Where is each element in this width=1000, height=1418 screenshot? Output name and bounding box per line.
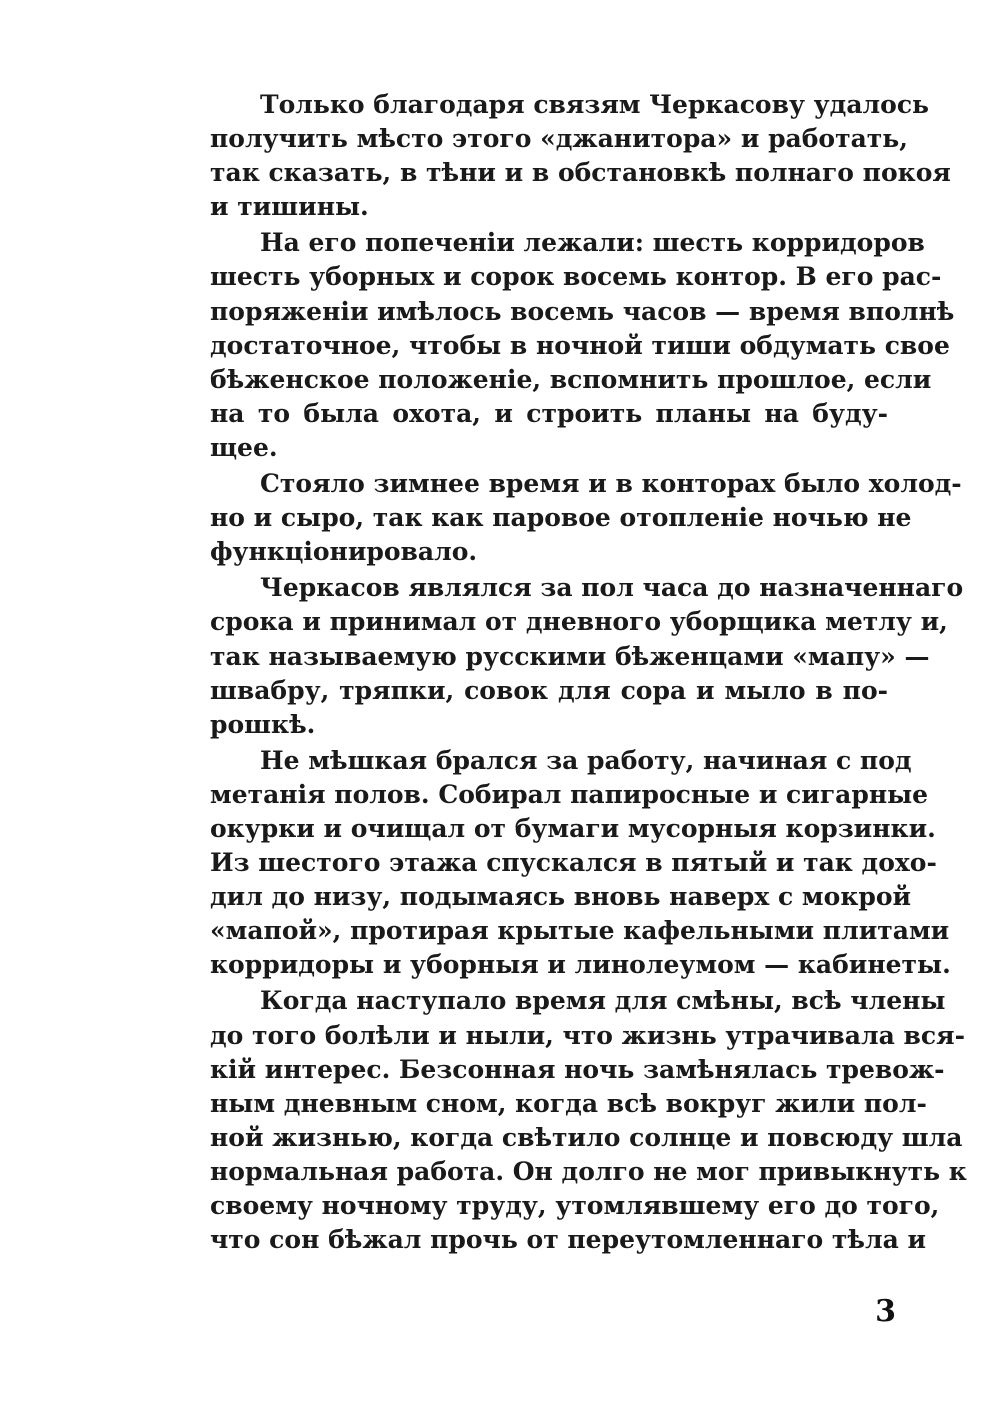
text-line: шесть уборных и сорок восемь контор. В его рас- — [210, 262, 942, 292]
text-line: ным дневным сном, когда всѣ вокруг жили пол- — [210, 1088, 927, 1118]
paragraph — [160, 88, 951, 224]
text-line: Не мѣшкая брался за работу, начиная с под — [260, 745, 912, 775]
text-line: дил до низу, подымаясь вновь наверх с мокрой — [210, 882, 912, 912]
text-line: Стояло зимнее время и в конторах было холод- — [260, 469, 962, 499]
text-line: что сон бѣжал прочь от переутомленнаго тѣла и — [210, 1225, 927, 1255]
text-line: срока и принимал от дневного уборщика метлу и, — [210, 607, 948, 637]
text-line: так сказать, в тѣни и в обстановкѣ полнаго покоя — [210, 158, 951, 188]
text-line: так называемую русскими бѣженцами «мапу» — — [210, 641, 930, 671]
text-line: Только благодаря связям Черкасову удалось — [260, 90, 930, 119]
text-line: поряженіи имѣлось восемь часов — время вполнѣ — [210, 296, 955, 326]
text-line: достаточное, чтобы в ночной тиши обдумать свое — [210, 330, 950, 360]
text-line: получить мѣсто этого «джанитора» и работать, — [210, 124, 908, 154]
paragraph — [160, 984, 967, 1257]
text-line: окурки и очищал от бумаги мусорныя корзинки. — [210, 813, 936, 843]
text-line: «мапой», протирая крытые кафельными плитами — [210, 916, 950, 946]
text-line: корридоры и уборныя и линолеумом — кабинеты. — [210, 950, 951, 980]
text-line: Когда наступало время для смѣны, всѣ члены — [260, 986, 946, 1016]
text-line: рошкѣ. — [210, 709, 316, 739]
text-line: Из шестого этажа спускался в пятый и так дохо- — [210, 848, 937, 878]
text-line: метанія полов. Собирал папиросные и сигарные — [210, 779, 929, 809]
text-line: своему ночному труду, утомлявшему его до того, — [210, 1191, 940, 1220]
text-line: на то была охота, и строить планы на буду- — [210, 398, 888, 428]
body-text — [160, 88, 967, 1257]
text-line: Черкасов являлся за пол часа до назначеннаго — [260, 573, 964, 603]
page-number: 3 — [875, 1294, 896, 1329]
text-line: швабру, тряпки, совок для сора и мыло в по- — [210, 675, 888, 705]
text-line: функціонировало. — [210, 537, 478, 567]
text-line: и тишины. — [210, 192, 369, 222]
text-line: бѣженское положеніе, вспомнить прошлое, если — [210, 364, 932, 394]
text-line: На его попеченіи лежали: шесть корридоров — [260, 228, 925, 258]
paragraph — [160, 226, 955, 465]
paragraph — [160, 744, 951, 983]
text-line: кій интерес. Безсонная ночь замѣнялась тревож- — [210, 1054, 945, 1084]
text-line: но и сыро, так как паровое отопленіе ночью не — [210, 503, 912, 533]
text-line: до того болѣли и ныли, что жизнь утрачивала вся- — [210, 1020, 965, 1050]
paragraph — [160, 571, 964, 741]
text-line: ной жизнью, когда свѣтило солнце и повсюду шла — [210, 1122, 963, 1152]
paragraph — [160, 467, 962, 569]
text-line: нормальная работа. Он долго не мог привыкнуть к — [210, 1156, 967, 1186]
text-line: щее. — [210, 432, 278, 462]
